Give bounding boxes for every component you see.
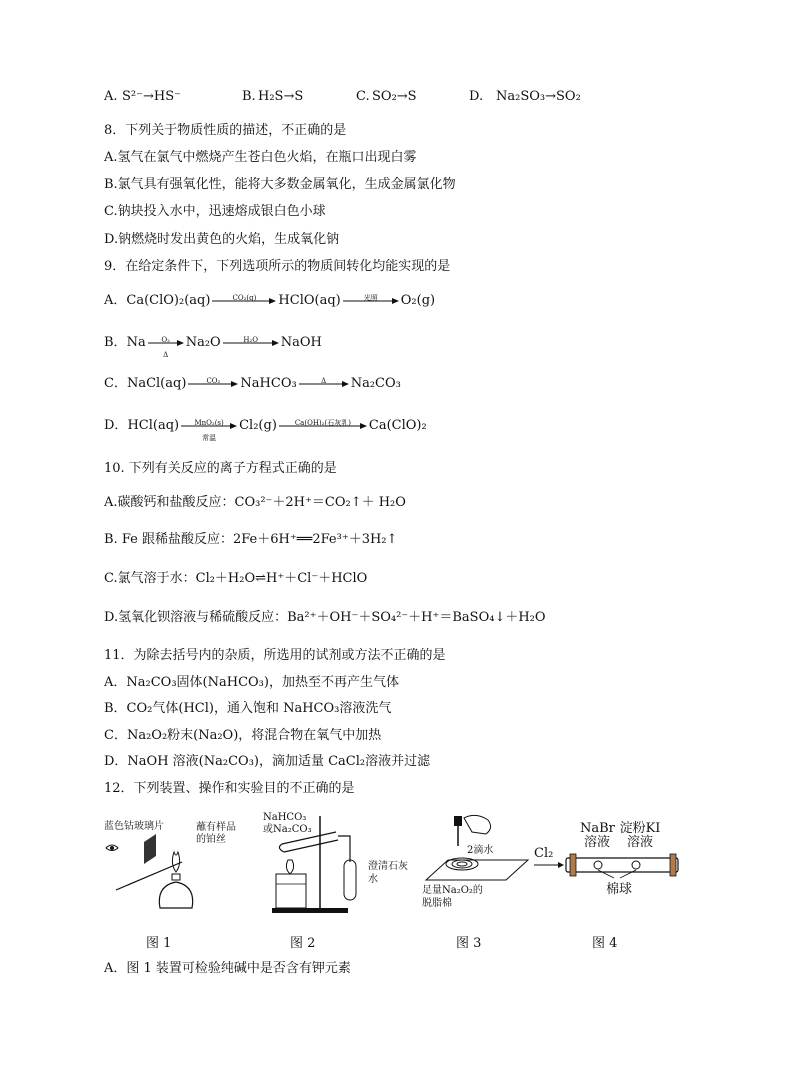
cotton-ball-icon [632,861,640,869]
reaction-arrow-icon [279,418,367,429]
q9-d-s2: Cl₂(g) [239,418,277,433]
fig3-drops-label: 2滴水 [467,845,494,856]
fig2-lime-water-label: 澄清石灰水 [368,861,408,885]
fig2-sample1: NaHCO₃ [263,812,307,823]
q7-option-d: D. [469,89,484,104]
fig2-sample2: 或Na₂CO₃ [263,824,312,835]
fig4-nabr-label: NaBr溶液 [580,821,615,850]
q9-a-s1: Ca(ClO)₂(aq) [126,293,211,308]
q9-c-c2: Δ [321,376,327,385]
q9-b-letter: B． [104,335,127,350]
fig4-starch-ki-label: 淀粉KI溶液 [619,821,661,850]
fig2-sample-label [263,812,312,836]
q9-b-s1: Na [126,335,146,350]
q9-option-a [104,292,435,310]
q8-option-a: A.氢气在氯气中燃烧产生苍白色火焰，在瓶口出现白雾 [104,150,417,165]
q9-option-d [104,417,427,442]
q9-d-letter: D． [104,418,128,433]
q7-option-b-text: H₂S→S [258,89,304,104]
q9-b-c1b: Δ [163,350,169,359]
q9-option-c [104,375,401,393]
glass-tube-icon [566,858,678,872]
q9-b-c2: H₂O [243,335,259,344]
q9-a-c2: 光照 [363,293,378,302]
q7-option-b: B. [242,89,256,104]
q9-stem: 9．在给定条件下，下列选项所示的物质间转化均能实现的是 [104,259,451,274]
q7-option-c: C. [356,89,370,104]
stopper-icon [670,854,676,876]
reaction-arrow-icon [299,376,349,387]
q9-d-s1: HCl(aq) [127,418,180,433]
q8-option-c: C.钠块投入水中，迅速熔成银白色小球 [104,204,326,219]
q9-b-c1: O₂ [161,335,170,344]
q7-option-c-text: SO₂→S [372,89,417,104]
q9-a-c1: CO₂(g) [232,293,257,302]
q9-d-c2: Ca(OH)₂(石灰乳) [294,418,351,427]
q11-option-c: C．Na₂O₂粉末(Na₂O)，将混合物在氧气中加热 [104,728,382,743]
q10-option-d: D.氢氧化钡溶液与稀硫酸反应：Ba²⁺＋OH⁻＋SO₄²⁻＋H⁺＝BaSO₄↓＋H₂O [104,610,546,625]
fig4-caption: 图 4 [592,936,618,951]
stopper-icon [570,854,576,876]
q9-d-c1: MnO₂(s) [194,418,224,427]
q9-a-s3: O₂(g) [400,293,436,308]
fig1-glass-label: 蓝色钴玻璃片 [104,821,164,832]
fig2-caption: 图 2 [290,936,316,951]
q7-option-a: A. [104,89,118,104]
q8-stem: 8．下列关于物质性质的描述，不正确的是 [104,123,347,138]
reaction-arrow-icon [343,293,399,304]
q7-option-a-text: S²⁻→HS⁻ [122,89,181,104]
q10-option-c: C.氯气溶于水：Cl₂＋H₂O⇌H⁺＋Cl⁻＋HClO [104,571,368,586]
cotton-ball-icon [594,861,602,869]
test-tube-lime-water-icon [344,860,356,900]
q10-option-b: B. Fe 跟稀盐酸反应：2Fe＋6H⁺══2Fe³⁺＋3H₂↑ [104,532,398,547]
q9-c-c1: CO₂ [206,376,221,385]
q9-c-s3: Na₂CO₃ [350,376,401,391]
q11-option-a: A．Na₂CO₃固体(NaHCO₃)，加热至不再产生气体 [104,675,399,690]
eye-icon [106,845,118,851]
reaction-arrow-icon [212,293,276,304]
alcohol-lamp-icon [159,852,192,908]
q9-b-s2: Na₂O [185,335,221,350]
q9-d-s3: Ca(ClO)₂ [368,418,427,433]
q9-d-c1b: 常温 [202,433,217,442]
q9-c-s2: NaHCO₃ [240,376,297,391]
q9-b-s3: NaOH [280,335,322,350]
q11-option-b: B．CO₂气体(HCl)，通入饱和 NaHCO₃溶液洗气 [104,701,392,716]
q11-stem: 11．为除去括号内的杂质，所选用的试剂或方法不正确的是 [104,648,446,663]
q12-stem: 12．下列装置、操作和实验目的不正确的是 [104,781,355,796]
reaction-arrow-icon [148,335,184,359]
reaction-arrow-icon [181,418,237,442]
q9-a-s2: HClO(aq) [278,293,341,308]
fig3-cotton-label: 足量Na₂O₂的脱脂棉 [422,885,483,909]
fig4-gas-label: Cl₂ [534,846,554,861]
fig1-wire-label: 蘸有样品的铂丝 [196,822,236,845]
q8-option-d: D.钠燃烧时发出黄色的火焰，生成氧化钠 [104,232,340,247]
q10-option-a: A.碳酸钙和盐酸反应：CO₃²⁻＋2H⁺＝CO₂↑＋ H₂O [104,495,406,510]
q11-option-d: D．NaOH 溶液(Na₂CO₃)，滴加适量 CaCl₂溶液并过滤 [104,754,431,769]
fig3-caption: 图 3 [456,936,482,951]
alcohol-lamp-icon [276,860,306,908]
reaction-arrow-icon [188,376,238,387]
reaction-arrow-icon [223,335,279,346]
q7-option-d-text: Na₂SO₃→SO₂ [496,89,581,104]
fig1-caption: 图 1 [146,936,172,951]
q9-a-letter: A． [104,293,127,308]
q9-c-s1: NaCl(aq) [126,376,187,391]
fig4-cotton-label: 棉球 [606,882,633,897]
q8-option-b: B.氯气具有强氧化性，能将大多数金属氧化，生成金属氯化物 [104,177,456,192]
q9-option-b [104,334,322,359]
cotton-spiral-icon [446,858,478,870]
q10-stem: 10. 下列有关反应的离子方程式正确的是 [104,461,337,476]
q9-c-letter: C． [104,376,127,391]
q12-option-a: A．图 1 装置可检验纯碱中是否含有钾元素 [104,961,351,976]
cobalt-glass-icon [144,834,156,864]
